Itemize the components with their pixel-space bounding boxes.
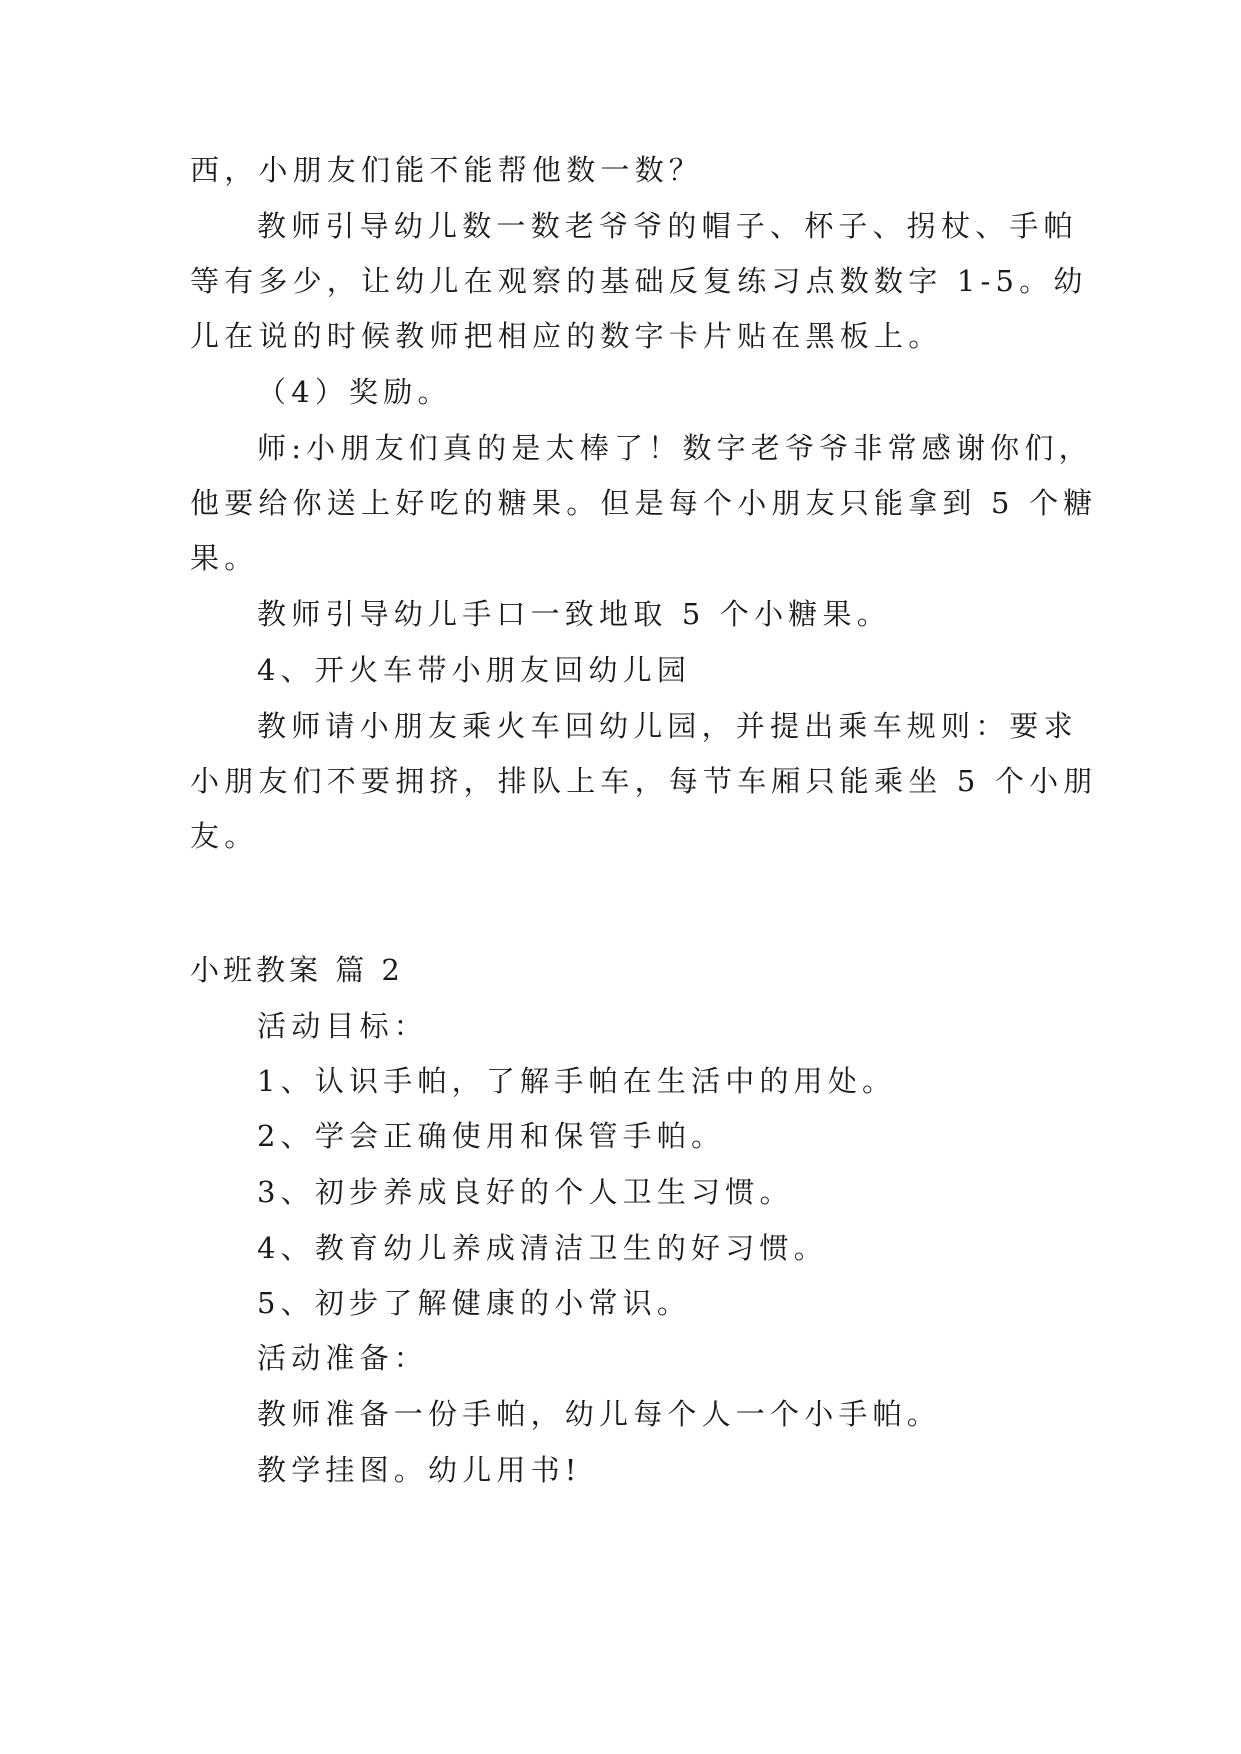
paragraph-line: 教师准备一份手帕，幼儿每个人一个小手帕。 (257, 1397, 942, 1431)
paragraph-line: 师:小朋友们真的是太棒了！数字老爷爷非常感谢你们， (257, 431, 1093, 465)
paragraph-line: 教师引导幼儿数一数老爷爷的帽子、杯子、拐杖、手帕 (257, 209, 1078, 243)
paragraph-line: 教师请小朋友乘火车回幼儿园，并提出乘车规则：要求 (257, 709, 1078, 743)
paragraph-line: 友。 (190, 819, 259, 853)
paragraph-line: 小朋友们不要拥挤，排队上车，每节车厢只能乘坐 5 个小朋 (190, 764, 1098, 798)
paragraph-line: 教师引导幼儿手口一致地取 5 个小糖果。 (257, 597, 891, 631)
paragraph-line: 儿在说的时候教师把相应的数字卡片贴在黑板上。 (190, 319, 943, 353)
list-item: 3、初步养成良好的个人卫生习惯。 (257, 1175, 794, 1209)
list-item: 2、学会正确使用和保管手帕。 (257, 1119, 726, 1153)
list-item: 5、初步了解健康的小常识。 (257, 1286, 692, 1320)
section-subheading: 活动目标： (257, 1009, 429, 1043)
section-subheading: （4）奖励。 (257, 375, 452, 409)
paragraph-line: 等有多少，让幼儿在观察的基础反复练习点数数字 1-5。幼 (190, 264, 1088, 298)
paragraph-line: 教学挂图。幼儿用书! (257, 1453, 582, 1487)
section-subheading: 4、开火车带小朋友回幼儿园 (257, 653, 692, 687)
paragraph-line: 果。 (190, 541, 259, 575)
paragraph-line: 他要给你送上好吃的糖果。但是每个小朋友只能拿到 5 个糖 (190, 486, 1098, 520)
list-item: 1、认识手帕，了解手帕在生活中的用处。 (257, 1064, 897, 1098)
list-item: 4、教育幼儿养成清洁卫生的好习惯。 (257, 1231, 828, 1265)
paragraph-line: 西，小朋友们能不能帮他数一数？ (190, 153, 704, 187)
section-subheading: 活动准备： (257, 1341, 429, 1375)
section-title: 小班教案 篇 2 (190, 953, 404, 987)
